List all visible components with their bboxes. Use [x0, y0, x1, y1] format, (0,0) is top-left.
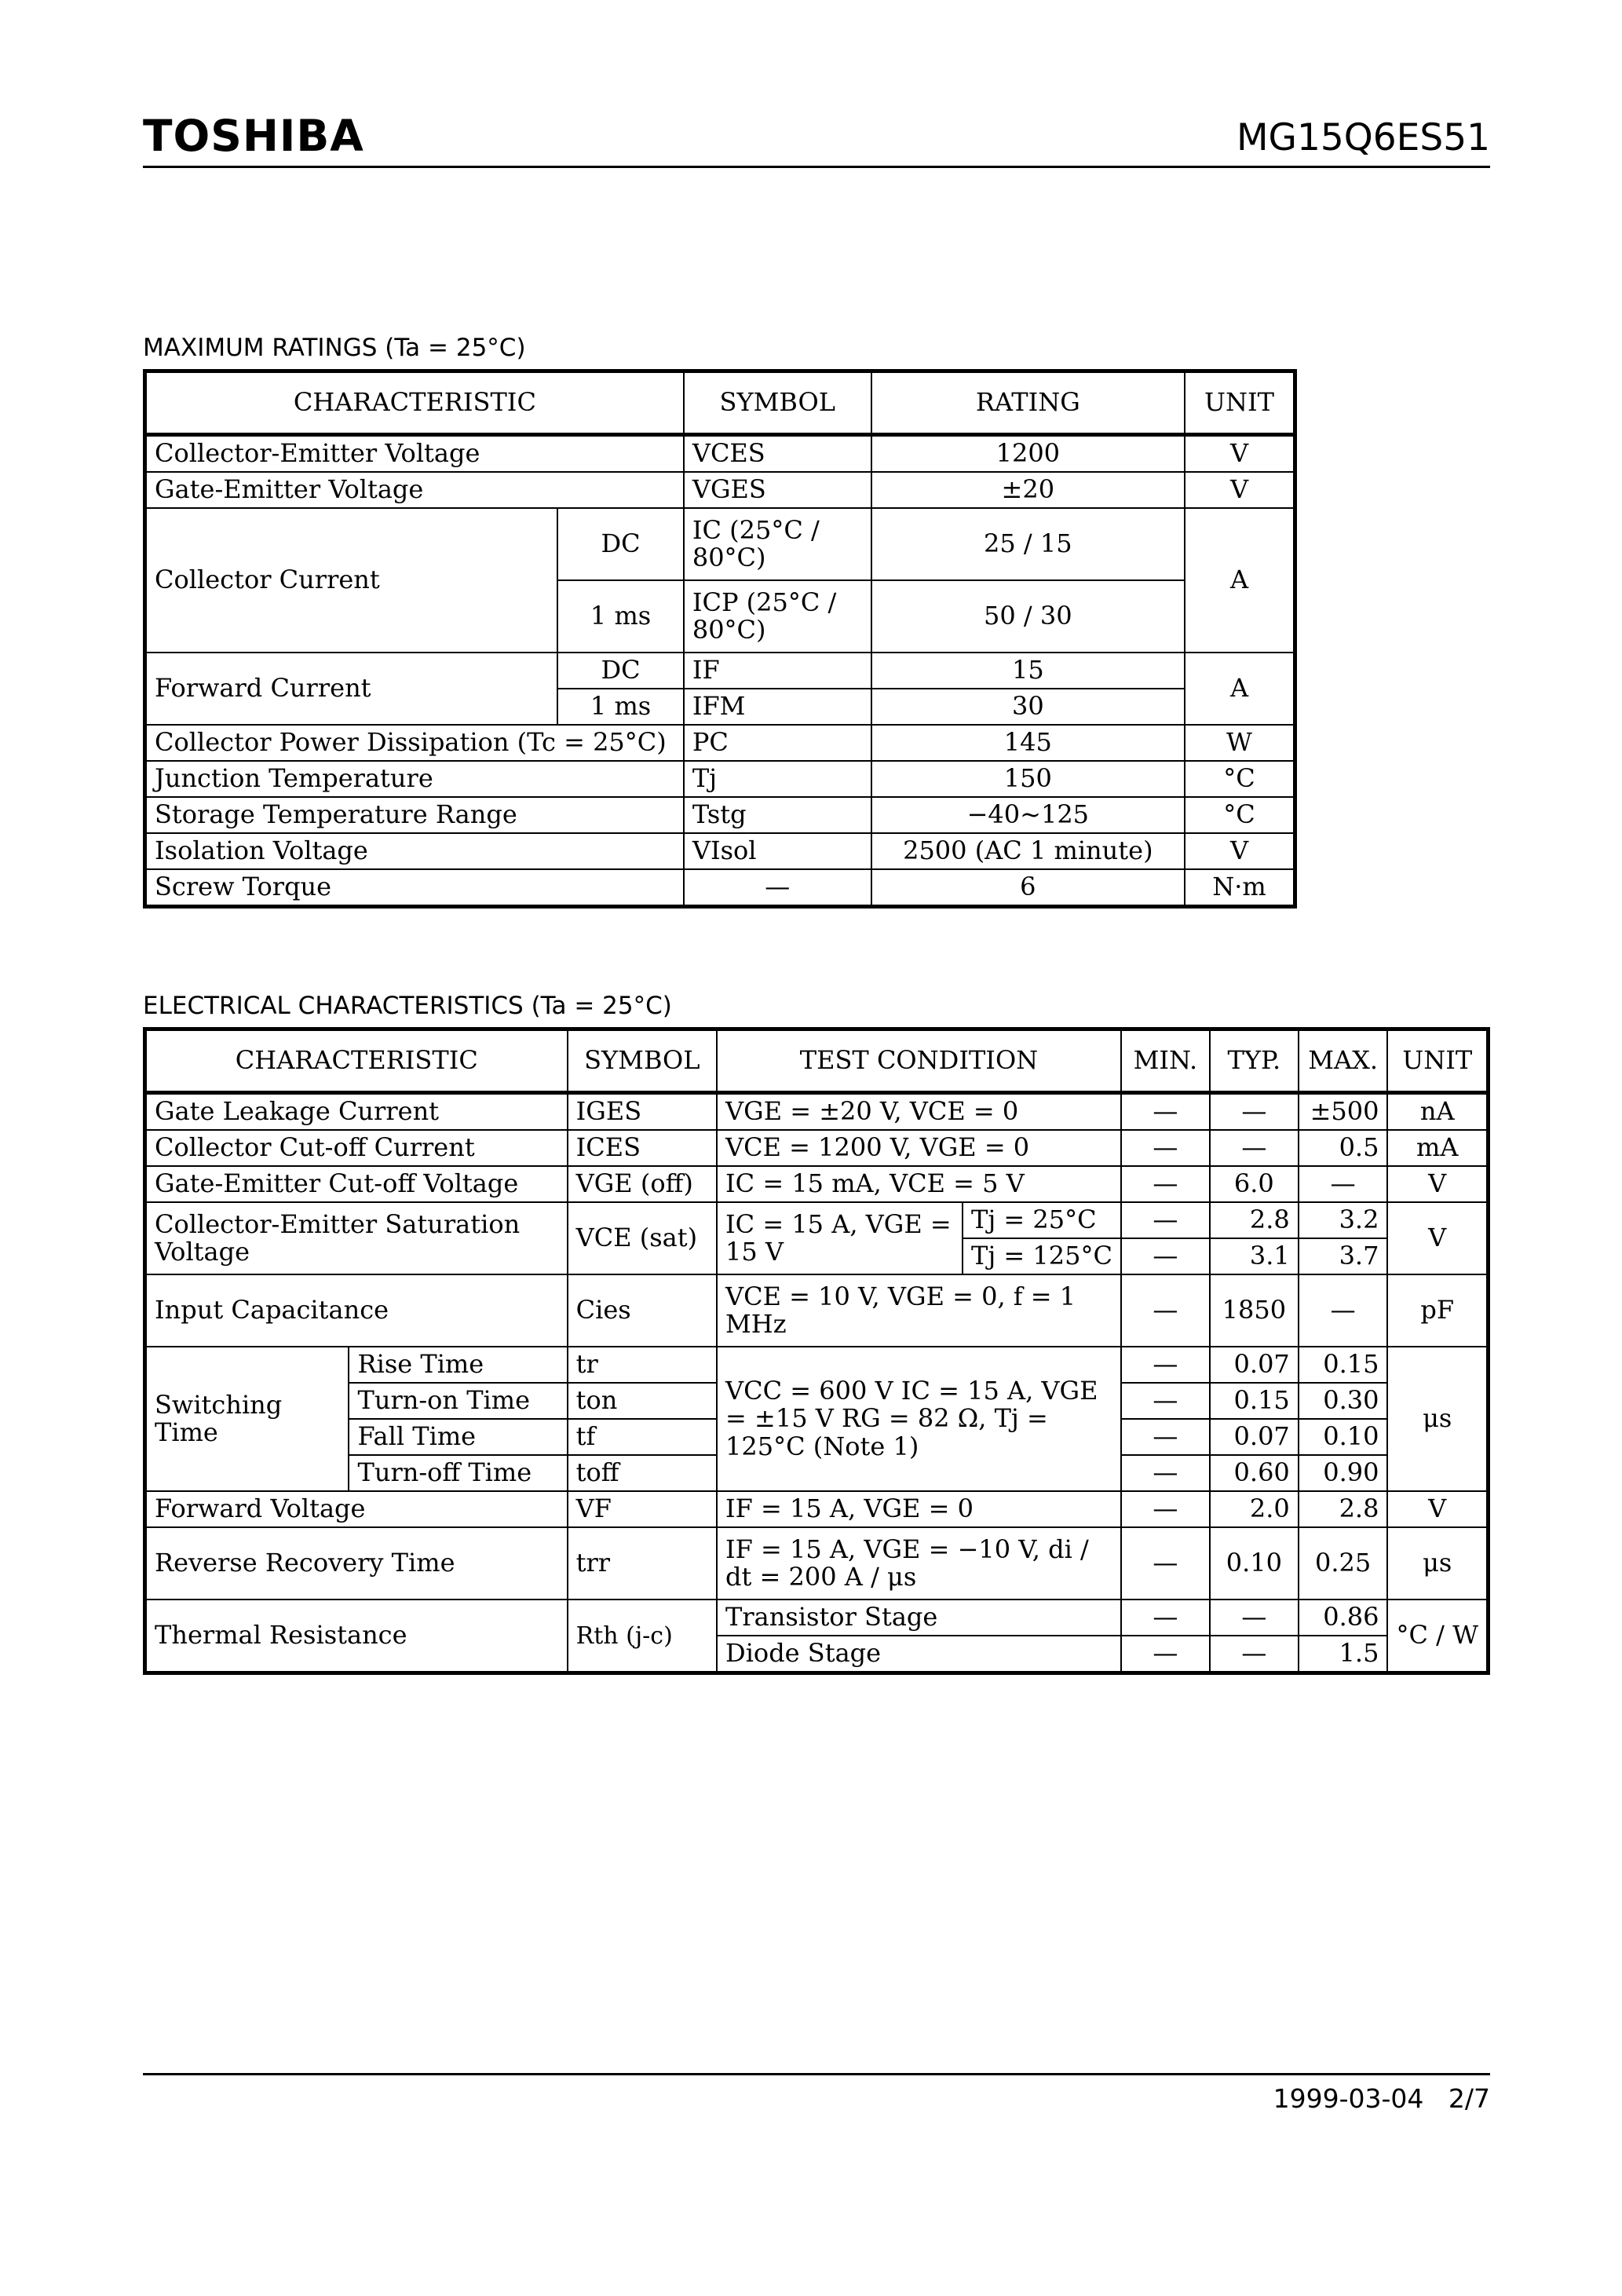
symbol-cell: IF [684, 653, 871, 689]
rating-cell: 25 / 15 [871, 508, 1185, 580]
max-ratings-caption: MAXIMUM RATINGS (Ta = 25°C) [143, 334, 526, 362]
unit-cell: °C / W [1387, 1600, 1488, 1673]
unit-cell: V [1387, 1202, 1488, 1274]
header-symbol: SYMBOL [684, 371, 871, 435]
table-row [145, 653, 1295, 689]
sub-characteristic-cell: Rise Time [349, 1347, 567, 1383]
rating-cell: −40~125 [871, 797, 1185, 833]
sub-characteristic-cell: Turn-off Time [349, 1455, 567, 1491]
typ-cell: 0.07 [1210, 1419, 1299, 1455]
rating-cell: 30 [871, 689, 1185, 725]
part-number: MG15Q6ES51 [1236, 116, 1490, 159]
characteristic-cell: Reverse Recovery Time [145, 1527, 568, 1600]
condition-cell: Diode Stage [717, 1636, 1121, 1673]
min-cell: — [1121, 1238, 1210, 1274]
symbol-cell: — [684, 869, 871, 907]
typ-cell: 0.60 [1210, 1455, 1299, 1491]
symbol-cell: VIsol [684, 833, 871, 869]
symbol-cell: trr [568, 1527, 717, 1600]
characteristic-cell: Collector-Emitter Voltage [145, 435, 684, 473]
condition-cell: IF = 15 A, VGE = −10 V, di / dt = 200 A / μs [717, 1527, 1121, 1600]
characteristic-cell: Gate Leakage Current [145, 1093, 568, 1131]
tj-cell: Tj = 25°C [963, 1202, 1121, 1238]
max-cell: 3.7 [1299, 1238, 1388, 1274]
table-row [145, 1274, 1489, 1347]
unit-cell: V [1185, 833, 1295, 869]
max-ratings-table [143, 369, 1297, 909]
symbol-cell: Tstg [684, 797, 871, 833]
typ-cell: 0.07 [1210, 1347, 1299, 1383]
unit-cell: V [1185, 472, 1295, 508]
header-test-condition: TEST CONDITION [717, 1029, 1121, 1093]
min-cell: — [1121, 1166, 1210, 1202]
unit-cell: W [1185, 725, 1295, 761]
characteristic-cell: Screw Torque [145, 869, 684, 907]
page-footer [1273, 2083, 1490, 2114]
table-row [145, 1347, 1489, 1383]
min-cell: — [1121, 1274, 1210, 1347]
table-row [145, 869, 1295, 907]
electrical-table [143, 1027, 1490, 1675]
condition-cell: IC = 15 A, VGE = 15 V [717, 1202, 963, 1274]
symbol-cell: VCE (sat) [568, 1202, 717, 1274]
unit-cell: V [1387, 1166, 1488, 1202]
characteristic-cell: Forward Current [145, 653, 558, 725]
min-cell: — [1121, 1455, 1210, 1491]
rating-cell: 150 [871, 761, 1185, 797]
tj-cell: Tj = 125°C [963, 1238, 1121, 1274]
table-row [145, 1166, 1489, 1202]
rating-cell: 2500 (AC 1 minute) [871, 833, 1185, 869]
header-symbol: SYMBOL [568, 1029, 717, 1093]
table-row [145, 1093, 1489, 1131]
unit-cell: μs [1387, 1347, 1488, 1491]
footer-page: 2/7 [1448, 2083, 1490, 2114]
max-cell: — [1299, 1166, 1388, 1202]
symbol-cell: Cies [568, 1274, 717, 1347]
table-row [145, 725, 1295, 761]
typ-cell: 2.8 [1210, 1202, 1299, 1238]
characteristic-cell: Isolation Voltage [145, 833, 684, 869]
unit-cell: nA [1387, 1093, 1488, 1131]
electrical-caption: ELECTRICAL CHARACTERISTICS (Ta = 25°C) [143, 992, 672, 1020]
symbol-cell: VCES [684, 435, 871, 473]
characteristic-cell: Collector Power Dissipation (Tc = 25°C) [145, 725, 684, 761]
rating-cell: 50 / 30 [871, 580, 1185, 653]
unit-cell: °C [1185, 797, 1295, 833]
unit-cell: V [1387, 1491, 1488, 1527]
min-cell: — [1121, 1636, 1210, 1673]
header-max: MAX. [1299, 1029, 1388, 1093]
rating-cell: 1200 [871, 435, 1185, 473]
header-characteristic: CHARACTERISTIC [145, 371, 684, 435]
typ-cell: — [1210, 1093, 1299, 1131]
table-row [145, 435, 1295, 473]
min-cell: — [1121, 1491, 1210, 1527]
typ-cell: — [1210, 1130, 1299, 1166]
max-cell: 0.90 [1299, 1455, 1388, 1491]
header-rule [143, 166, 1490, 168]
max-cell: 0.30 [1299, 1383, 1388, 1419]
table-row [145, 508, 1295, 580]
condition-cell: VCC = 600 V IC = 15 A, VGE = ±15 V RG = 82 Ω, Tj = 125°C (Note 1) [717, 1347, 1121, 1491]
characteristic-cell: Forward Voltage [145, 1491, 568, 1527]
characteristic-cell: Switching Time [145, 1347, 349, 1491]
rating-cell: 15 [871, 653, 1185, 689]
typ-cell: 2.0 [1210, 1491, 1299, 1527]
typ-cell: 3.1 [1210, 1238, 1299, 1274]
condition-cell: VCE = 1200 V, VGE = 0 [717, 1130, 1121, 1166]
max-cell: 0.10 [1299, 1419, 1388, 1455]
max-cell: 2.8 [1299, 1491, 1388, 1527]
condition-cell: Transistor Stage [717, 1600, 1121, 1636]
max-cell: 0.15 [1299, 1347, 1388, 1383]
header-typ: TYP. [1210, 1029, 1299, 1093]
symbol-cell: toff [568, 1455, 717, 1491]
condition-cell: 1 ms [557, 580, 684, 653]
condition-cell: VGE = ±20 V, VCE = 0 [717, 1093, 1121, 1131]
table-header-row [145, 1029, 1489, 1093]
rating-cell: ±20 [871, 472, 1185, 508]
table-row [145, 1600, 1489, 1636]
rating-cell: 6 [871, 869, 1185, 907]
table-header-row [145, 371, 1295, 435]
typ-cell: 6.0 [1210, 1166, 1299, 1202]
symbol-cell: ICP (25°C / 80°C) [684, 580, 871, 653]
typ-cell: — [1210, 1636, 1299, 1673]
condition-cell: DC [557, 653, 684, 689]
table-row [145, 833, 1295, 869]
footer-date: 1999-03-04 [1273, 2083, 1424, 2114]
header-min: MIN. [1121, 1029, 1210, 1093]
header-unit: UNIT [1387, 1029, 1488, 1093]
unit-cell: μs [1387, 1527, 1488, 1600]
characteristic-cell: Input Capacitance [145, 1274, 568, 1347]
unit-cell: A [1185, 653, 1295, 725]
condition-cell: IC = 15 mA, VCE = 5 V [717, 1166, 1121, 1202]
characteristic-cell: Thermal Resistance [145, 1600, 568, 1673]
rating-cell: 145 [871, 725, 1185, 761]
unit-cell: °C [1185, 761, 1295, 797]
symbol-cell: ton [568, 1383, 717, 1419]
max-cell: 1.5 [1299, 1636, 1388, 1673]
max-cell: ±500 [1299, 1093, 1388, 1131]
symbol-cell: IC (25°C / 80°C) [684, 508, 871, 580]
symbol-cell: ICES [568, 1130, 717, 1166]
table-row [145, 761, 1295, 797]
table-row [145, 797, 1295, 833]
symbol-cell: tr [568, 1347, 717, 1383]
symbol-cell: IGES [568, 1093, 717, 1131]
min-cell: — [1121, 1093, 1210, 1131]
characteristic-cell: Junction Temperature [145, 761, 684, 797]
symbol-cell: PC [684, 725, 871, 761]
condition-cell: IF = 15 A, VGE = 0 [717, 1491, 1121, 1527]
characteristic-cell: Gate-Emitter Cut-off Voltage [145, 1166, 568, 1202]
min-cell: — [1121, 1130, 1210, 1166]
max-cell: 0.25 [1299, 1527, 1388, 1600]
characteristic-cell: Collector-Emitter Saturation Voltage [145, 1202, 568, 1274]
characteristic-cell: Collector Cut-off Current [145, 1130, 568, 1166]
symbol-cell: Tj [684, 761, 871, 797]
typ-cell: 0.10 [1210, 1527, 1299, 1600]
symbol-cell: VGE (off) [568, 1166, 717, 1202]
symbol-cell: VF [568, 1491, 717, 1527]
sub-characteristic-cell: Turn-on Time [349, 1383, 567, 1419]
typ-cell: 0.15 [1210, 1383, 1299, 1419]
unit-cell: V [1185, 435, 1295, 473]
symbol-cell: tf [568, 1419, 717, 1455]
symbol-cell: IFM [684, 689, 871, 725]
min-cell: — [1121, 1419, 1210, 1455]
header-unit: UNIT [1185, 371, 1295, 435]
max-cell: 0.86 [1299, 1600, 1388, 1636]
unit-cell: A [1185, 508, 1295, 653]
header-rating: RATING [871, 371, 1185, 435]
footer-rule [143, 2073, 1490, 2075]
condition-cell: DC [557, 508, 684, 580]
sub-characteristic-cell: Fall Time [349, 1419, 567, 1455]
condition-cell: VCE = 10 V, VGE = 0, f = 1 MHz [717, 1274, 1121, 1347]
symbol-cell: VGES [684, 472, 871, 508]
table-row [145, 1202, 1489, 1238]
characteristic-cell: Storage Temperature Range [145, 797, 684, 833]
min-cell: — [1121, 1600, 1210, 1636]
min-cell: — [1121, 1383, 1210, 1419]
min-cell: — [1121, 1347, 1210, 1383]
characteristic-cell: Collector Current [145, 508, 558, 653]
table-row [145, 1491, 1489, 1527]
min-cell: — [1121, 1527, 1210, 1600]
table-row [145, 1527, 1489, 1600]
unit-cell: mA [1387, 1130, 1488, 1166]
max-cell: 0.5 [1299, 1130, 1388, 1166]
header-characteristic: CHARACTERISTIC [145, 1029, 568, 1093]
max-cell: 3.2 [1299, 1202, 1388, 1238]
typ-cell: 1850 [1210, 1274, 1299, 1347]
symbol-cell: Rth (j-c) [568, 1600, 717, 1673]
unit-cell: N·m [1185, 869, 1295, 907]
condition-cell: 1 ms [557, 689, 684, 725]
toshiba-logo: TOSHIBA [143, 111, 364, 161]
max-cell: — [1299, 1274, 1388, 1347]
typ-cell: — [1210, 1600, 1299, 1636]
table-row [145, 1130, 1489, 1166]
min-cell: — [1121, 1202, 1210, 1238]
unit-cell: pF [1387, 1274, 1488, 1347]
table-row [145, 472, 1295, 508]
characteristic-cell: Gate-Emitter Voltage [145, 472, 684, 508]
